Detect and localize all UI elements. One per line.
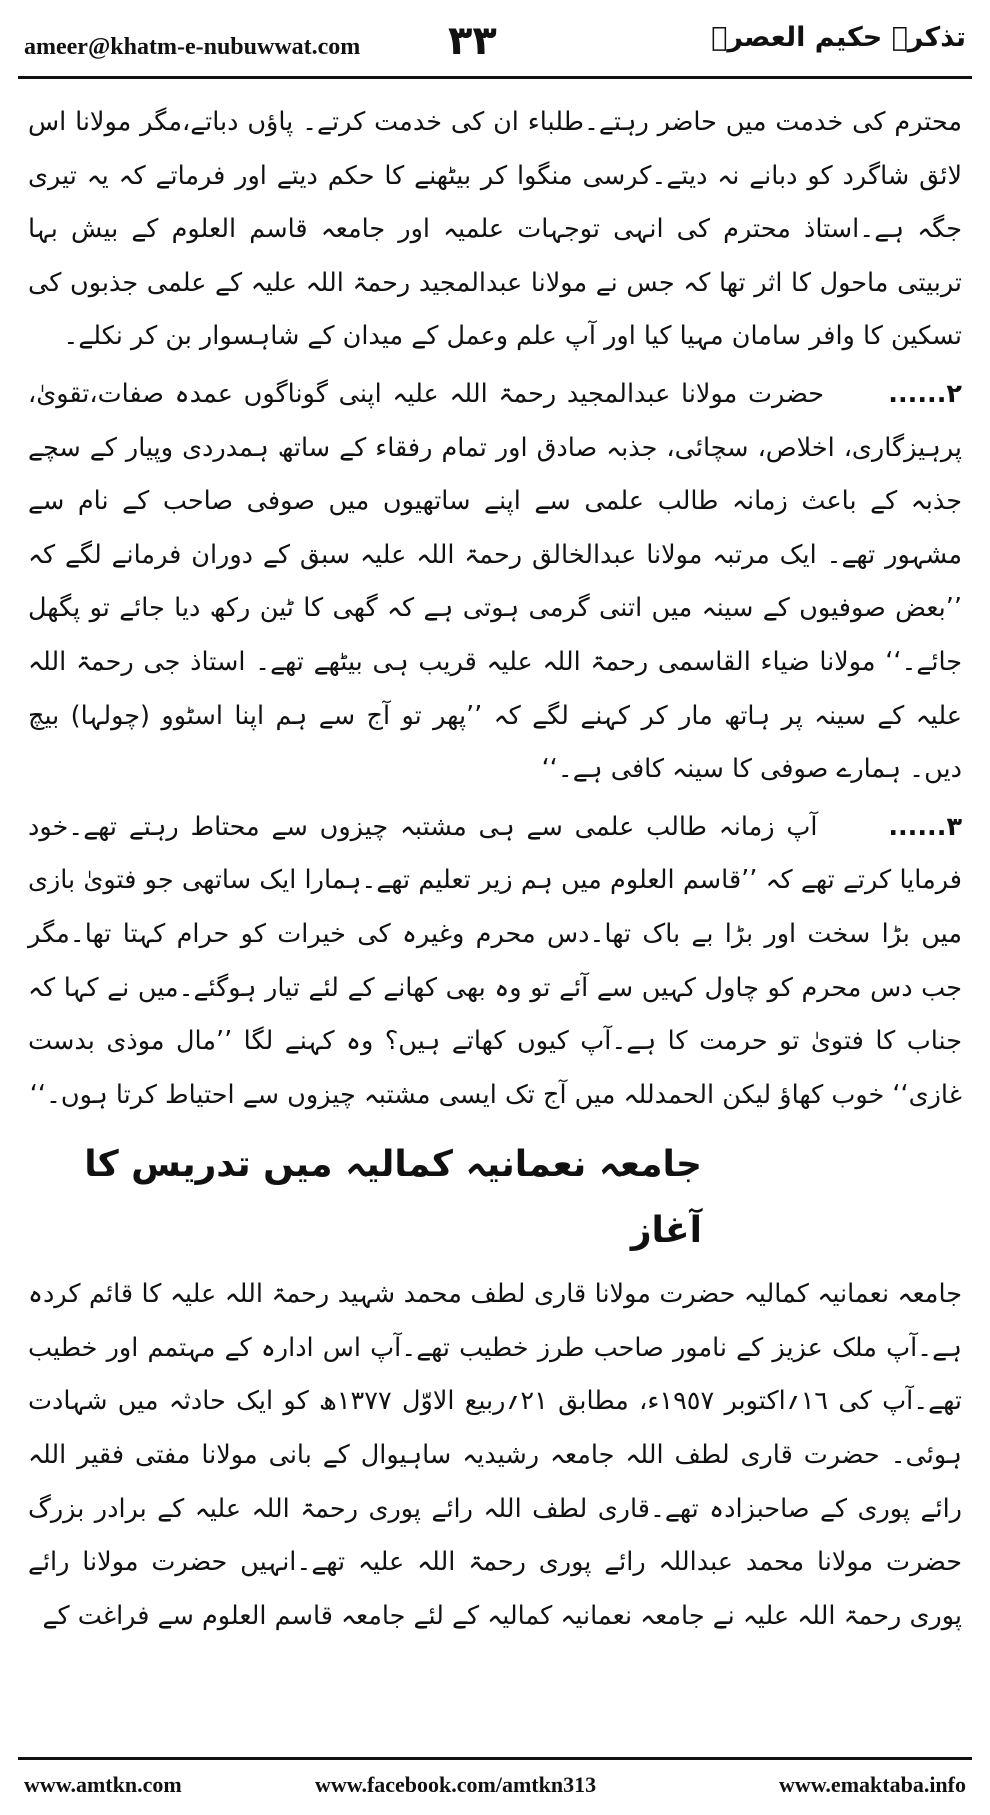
- paragraph-3: [28, 801, 962, 1123]
- section-heading: جامعہ نعمانیہ کمالیہ میں تدریس کا آغاز: [84, 1144, 702, 1252]
- paragraph-4: جامعہ نعمانیہ کمالیہ حضرت مولانا قاری لطف محمد شہید رحمۃ اللہ علیہ کا قائم کردہ ہے۔آپ ملک عزیز کے نامور صاحب طرز خطیب تھے۔آپ اس ادارہ کے مہتمم اور خطیب تھے۔آپ کی ١٦؍اکتوبر ١٩٥٧ء، مطابق ٢١؍ربیع الاوّل ١٣٧٧ھ کو ایک حادثہ میں شہادت ہوئی۔ حضرت قاری لطف اللہ جامعہ رشیدیہ ساہیوال کے بانی مولانا مفتی فقیر اللہ رائے پوری کے صاحبزادہ تھے۔قاری لطف اللہ رائے پوری رحمۃ اللہ علیہ کے برادر بزرگ حضرت مولانا محمد عبداللہ رائے پوری رحمۃ اللہ علیہ تھے۔انہیں حضرت مولانا رائے پوری رحمۃ اللہ علیہ نے جامعہ نعمانیہ کمالیہ کے لئے جامعہ قاسم العلوم سے فراغت کے: [28, 1279, 962, 1631]
- page-number: ٣٣: [448, 18, 497, 64]
- paragraph-2-number: ٢......: [888, 378, 962, 409]
- footer-rule: [18, 1757, 972, 1760]
- header-email: ameer@khatm-e-nubuwwat.com: [24, 34, 361, 60]
- page-footer: [18, 1772, 972, 1802]
- paragraph-2-text: حضرت مولانا عبدالمجید رحمۃ اللہ علیہ اپنی گوناگوں عمدہ صفات،تقویٰ، پرہیزگاری، اخلاص، سچائی، جذبہ صادق اور تمام رفقاء کے ساتھ ہمدردی وپیار کے سچے جذبہ کے باعث زمانہ طالب علمی سے اپنے ساتھیوں میں صوفی صاحب کے نام سے مشہور تھے۔ ایک مرتبہ مولانا عبدالخالق رحمۃ اللہ علیہ سبق کے دوران فرمانے لگے کہ ’’بعض صوفیوں کے سینہ میں اتنی گرمی ہوتی ہے کہ گھی کا ٹین رکھ دیا جائے تو پگھل جائے۔‘‘ مولانا ضیاء القاسمی رحمۃ اللہ علیہ قریب ہی بیٹھے تھے۔ استاذ جی رحمۃ اللہ علیہ کے سینہ پر ہاتھ مار کر کہنے لگے کہ ’’پھر تو آج سے ہم اپنا اسٹوو (چولہا) بیچ دیں۔ ہمارے صوفی کا سینہ کافی ہے۔‘‘: [28, 378, 962, 785]
- footer-link-facebook[interactable]: www.facebook.com/amtkn313: [315, 1772, 597, 1797]
- paragraph-3-number: ٣......: [888, 811, 963, 842]
- paragraph-1: محترم کی خدمت میں حاضر رہتے۔طلباء ان کی خدمت کرتے۔ پاؤں دباتے،مگر مولانا اس لائق شاگرد کو دبانے نہ دیتے۔کرسی منگوا کر بیٹھنے کا حکم دیتے اور فرماتے کہ یہ تیری جگہ ہے۔استاذ محترم کی انہی توجہات علمیہ اور جامعہ قاسم العلوم کے بیش بہا تربیتی ماحول کا اثر تھا کہ جس نے مولانا عبدالمجید رحمۃ اللہ علیہ کے علمی جذبوں کی تسکین کا وافر سامان مہیا کیا اور آپ علم وعمل کے میدان کے شاہسوار بن کر نکلے۔: [28, 107, 962, 352]
- paragraph-3-text: آپ زمانہ طالب علمی سے ہی مشتبہ چیزوں سے محتاط رہتے تھے۔خود فرمایا کرتے تھے کہ ’’قاسم العلوم میں ہم زیر تعلیم تھے۔ہمارا ایک ساتھی جو فتویٰ بازی میں بڑا سخت اور بڑا بے باک تھا۔دس محرم وغیرہ کی خیرات کو حرام کہتا تھا۔مگر جب دس محرم کو چاول کہیں سے آئے تو وہ بھی کھانے کے لئے تیار ہوگئے۔میں نے کہا کہ جناب کا فتویٰ تو حرمت کا ہے۔آپ کیوں کھاتے ہیں؟ وہ کہنے لگا ’’مال موذی بدست غازی‘‘ خوب کھاؤ لیکن الحمدللہ میں آج تک ایسی مشتبہ چیزوں سے احتیاط کرتا ہوں۔‘‘: [28, 811, 962, 1110]
- header-rule: [18, 76, 972, 79]
- paragraph-2: [28, 368, 962, 797]
- footer-link-emaktaba[interactable]: www.emaktaba.info: [778, 1772, 966, 1797]
- footer-link-amtkn[interactable]: www.amtkn.com: [24, 1772, 182, 1797]
- page-header: [18, 12, 972, 72]
- book-title: تذکرہ حکیم العصرؒ: [711, 22, 966, 53]
- page-body: [28, 96, 962, 1643]
